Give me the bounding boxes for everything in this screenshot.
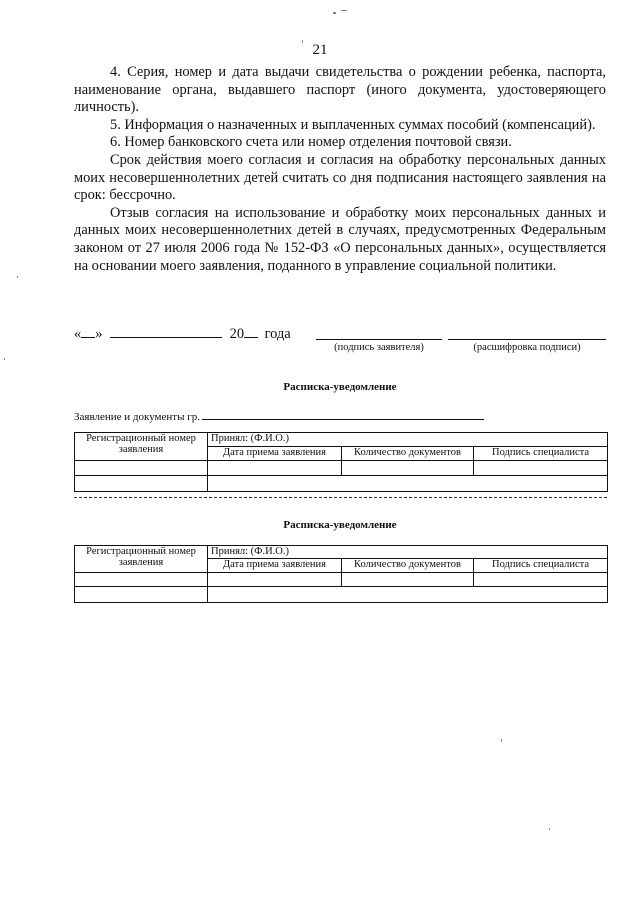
quote-open: « — [74, 326, 82, 342]
count-header: Количество документов — [342, 447, 474, 461]
table-cell — [208, 476, 608, 492]
table-cell — [75, 461, 208, 476]
date-header: Дата приема заявления — [208, 559, 342, 573]
year-prefix: 20 — [229, 326, 245, 342]
applicant-label: Заявление и документы гр. — [74, 411, 200, 423]
reg-number-header: Регистрационный номер заявления — [75, 433, 208, 461]
date-line — [74, 323, 291, 343]
document-body — [74, 64, 606, 275]
paragraph-item-5: 5. Информация о назначенных и выплаченных суммах пособий (компенсаций). — [110, 116, 596, 133]
table-cell — [474, 461, 608, 476]
transcript-caption: (расшифровка подписи) — [473, 342, 581, 353]
scan-speck — [549, 828, 550, 830]
applicant-blank — [202, 409, 484, 420]
scan-speck — [501, 739, 502, 742]
receipt-table — [74, 432, 608, 492]
table-cell — [474, 573, 608, 587]
scan-speck — [17, 276, 18, 278]
count-header: Количество документов — [342, 559, 474, 573]
receipt-heading: Расписка-уведомление — [283, 519, 397, 531]
paragraph-consent-revocation: Отзыв согласия на использование и обработку моих персональных данных и данных моих несовершеннолетних детей в случаях, предусмотренных Федеральным законом от 27 июля 2006 года № 152-ФЗ «О персональных данных», осуществляется на основании моего заявления, поданного в управление социальной политики. — [74, 204, 606, 274]
year-suffix: года — [264, 326, 291, 342]
paragraph-consent-term: Срок действия моего согласия и согласия на обработку персональных данных моих несовершеннолетних детей считать со дня подписания настоящего заявления на срок: бессрочно. — [74, 151, 606, 204]
paragraph-item-4: 4. Серия, номер и дата выдачи свидетельства о рождении ребенка, паспорта, наименование органа, выдавшего паспорт (иного документа, удостоверяющего личность). — [74, 64, 606, 116]
quote-close: » — [95, 326, 103, 342]
signature-rule — [316, 339, 442, 340]
table-cell — [75, 573, 208, 587]
accepted-header: Принял: (Ф.И.О.) — [208, 433, 608, 447]
day-blank — [81, 323, 95, 338]
paragraph-item-6: 6. Номер банковского счета или номер отделения почтовой связи. — [110, 134, 512, 151]
sign-header: Подпись специалиста — [474, 447, 608, 461]
receipt-table — [74, 545, 608, 603]
transcript-rule — [448, 339, 606, 340]
table-cell — [342, 461, 474, 476]
table-cell — [208, 587, 608, 603]
table-cell — [75, 587, 208, 603]
scan-speck — [4, 358, 5, 360]
accepted-header: Принял: (Ф.И.О.) — [208, 546, 608, 559]
table-cell — [342, 573, 474, 587]
table-cell — [75, 476, 208, 492]
reg-number-header: Регистрационный номер заявления — [75, 546, 208, 573]
table-cell — [208, 461, 342, 476]
scan-speck — [333, 12, 336, 14]
signature-caption: (подпись заявителя) — [334, 342, 424, 353]
table-cell — [208, 573, 342, 587]
cut-line — [74, 497, 607, 498]
receipt-heading: Расписка-уведомление — [283, 381, 397, 393]
page-number: 21 — [312, 42, 328, 58]
year-blank — [244, 323, 258, 338]
scan-speck — [341, 10, 347, 11]
date-header: Дата приема заявления — [208, 447, 342, 461]
month-blank — [110, 323, 222, 338]
sign-header: Подпись специалиста — [474, 559, 608, 573]
applicant-line — [74, 409, 484, 423]
